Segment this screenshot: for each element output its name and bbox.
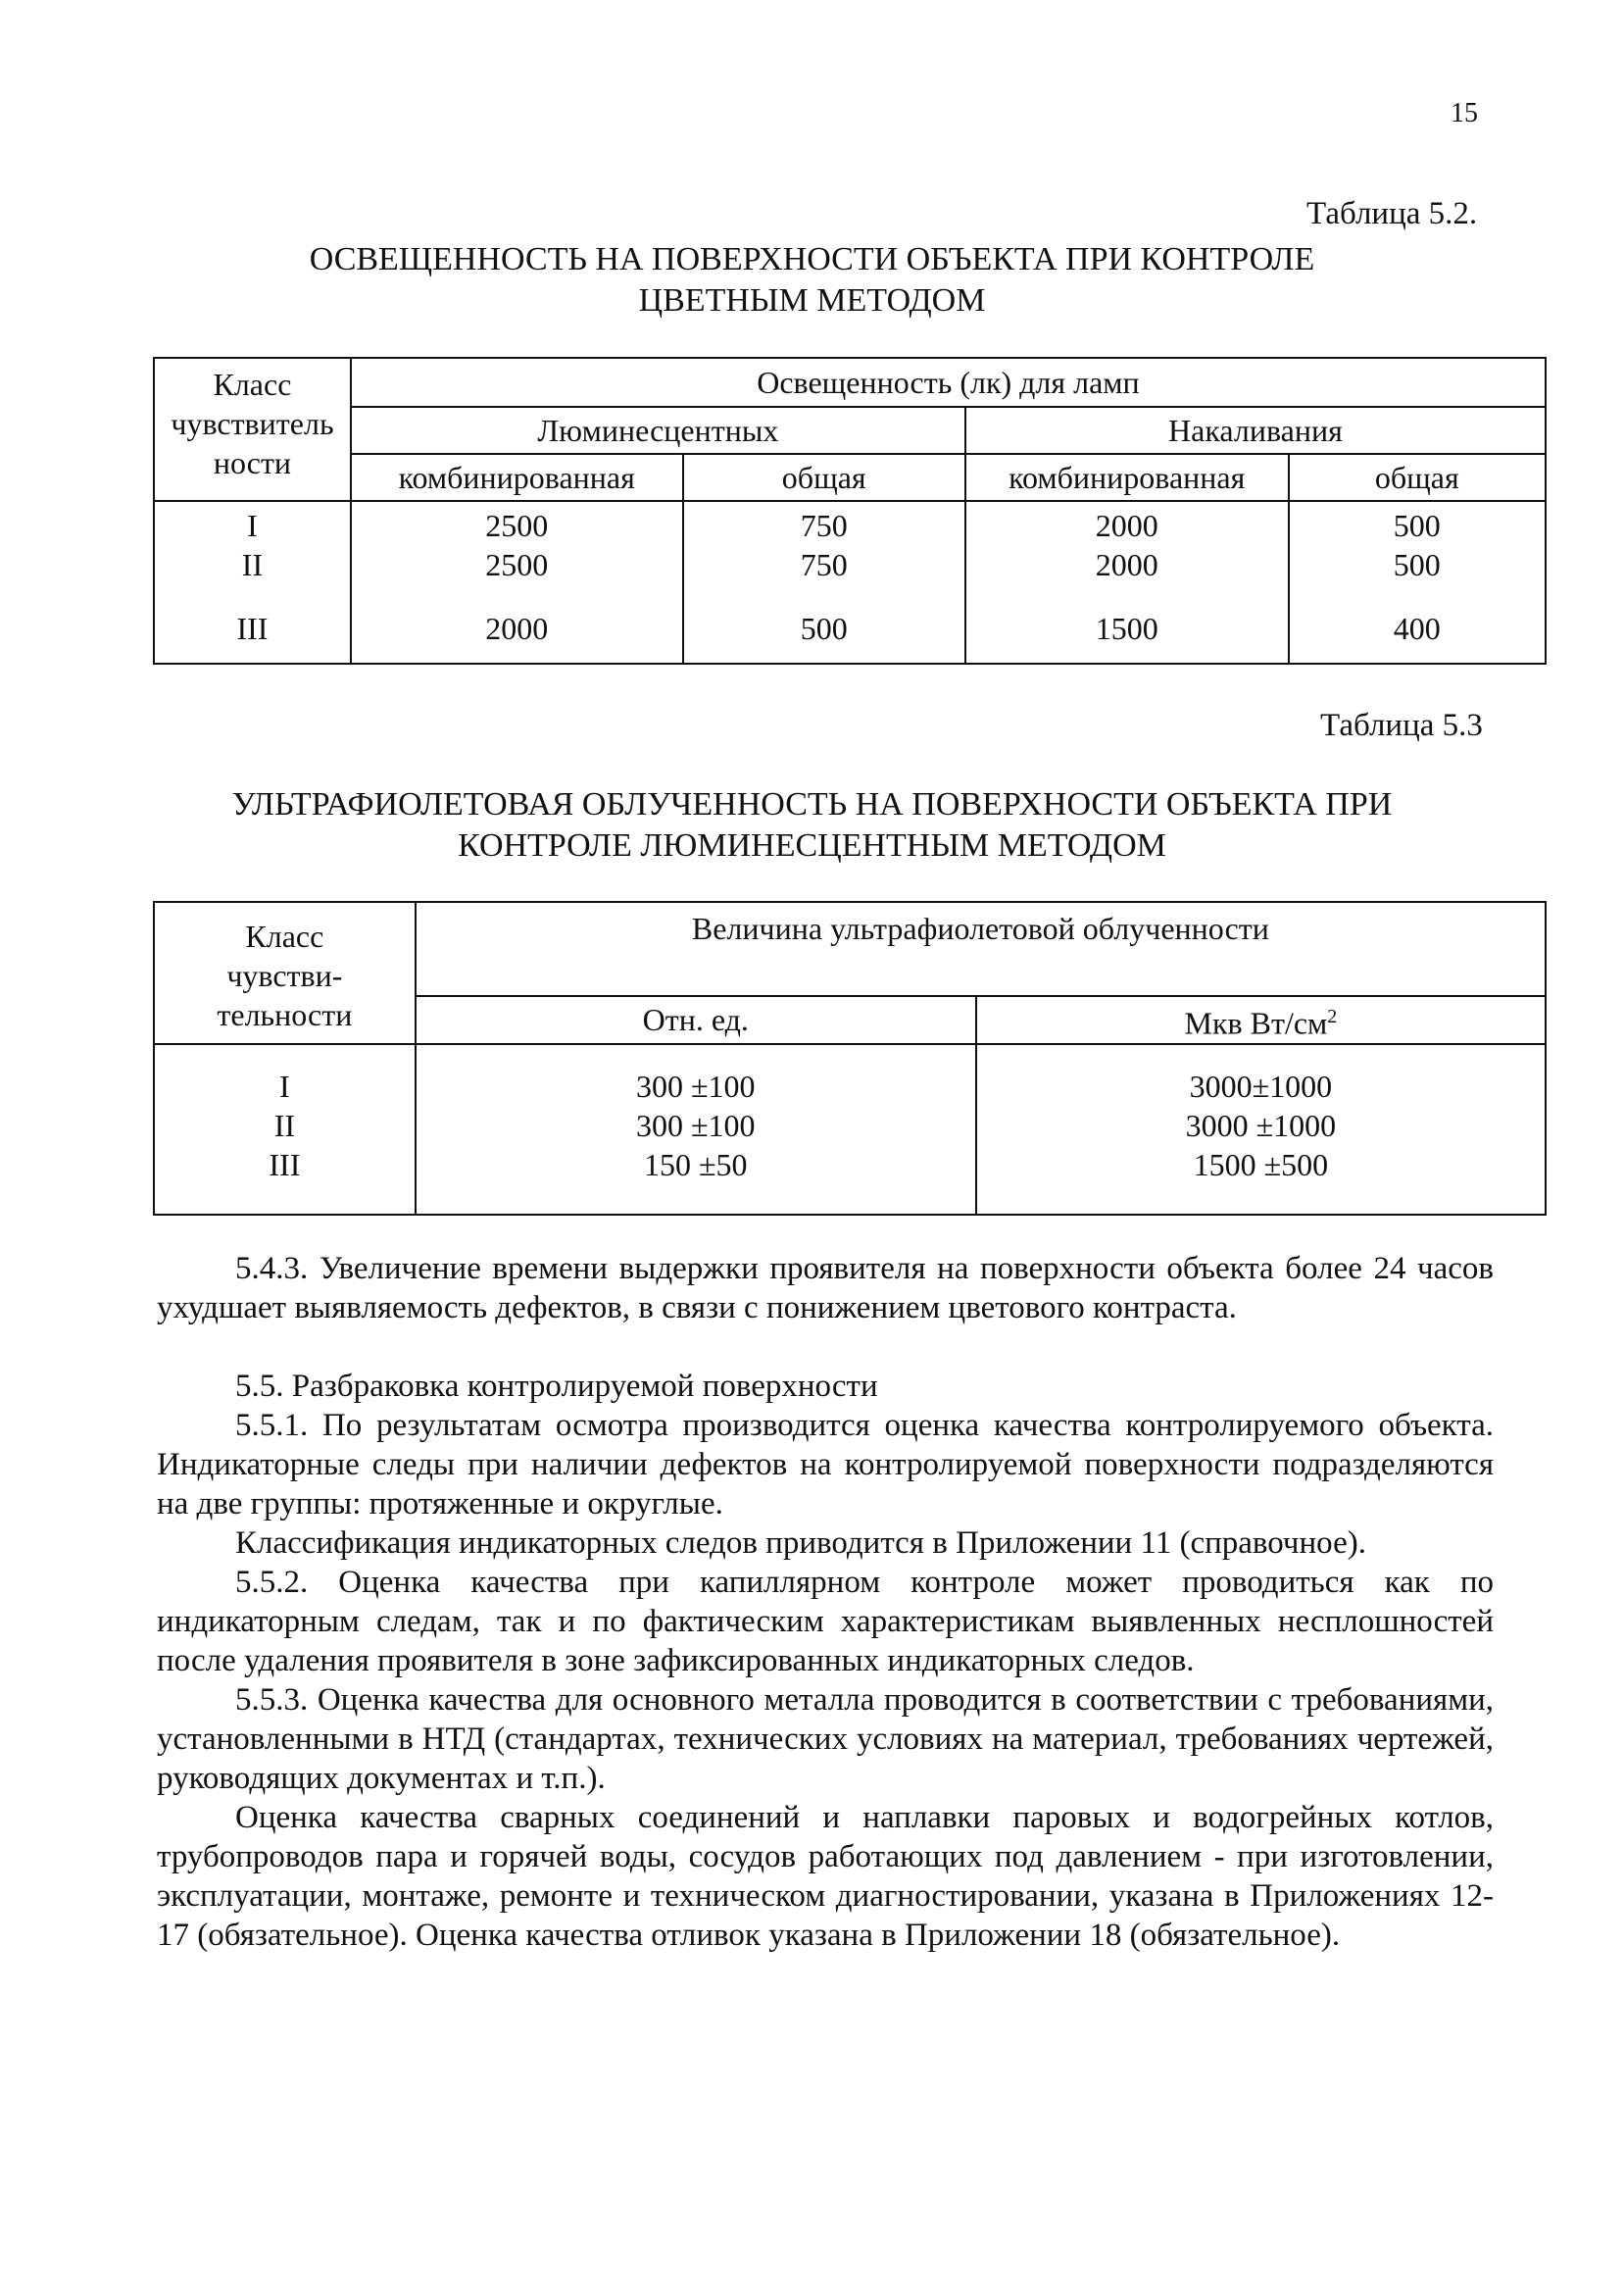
table-5-2-title [0, 239, 1624, 322]
inc-general-header: общая [1289, 454, 1546, 501]
table-5-3-title-line2: КОНТРОЛЕ ЛЮМИНЕСЦЕНТНЫМ МЕТОДОМ [458, 827, 1166, 864]
illumination-header: Освещенность (лк) для ламп [351, 358, 1546, 407]
table-5-3 [153, 901, 1547, 1216]
heading-5-5: 5.5. Разбраковка контролируемой поверхности [235, 1369, 878, 1404]
luminescent-header: Люминесцентных [351, 407, 965, 454]
lum-combined-header: комбинированная [351, 454, 683, 501]
paragraph-5-5-3-welds: Оценка качества сварных соединений и наплавки паровых и водогрейных котлов, трубопроводов пара и горячей воды, сосудов работающих под давлением - при изготовлении, эксплуатации, монтаже, ремонте и техническом диагностировании, указана в Приложениях 12-17 (обязательное). Оценка качества отливок указана в Приложении 18 (обязательное). [157, 1800, 1494, 1953]
lum-general-header: общая [683, 454, 965, 501]
class-header-line1: Класс [213, 367, 292, 402]
inc-combined-cell: 2000 2000 1500 [965, 501, 1289, 664]
class-header-line3: тельности [217, 997, 353, 1032]
incandescent-header: Накаливания [965, 407, 1546, 454]
class-header-line1: Класс [245, 919, 324, 954]
class-header-line2: чувствитель [171, 406, 334, 441]
paragraph-5-5-1: 5.5.1. По результатам осмотра производится оценка качества контролируемого объекта. Индикаторные следы при наличии дефектов на контролируемой поверхности подразделяются на две группы: протяженные и округлые. [157, 1408, 1494, 1522]
class-cell: I II III [154, 501, 351, 664]
relative-units-header: Отн. ед. [416, 996, 976, 1044]
relative-units-cell: 300 ±100 300 ±100 150 ±50 [416, 1044, 976, 1215]
paragraph-5-5-2: 5.5.2. Оценка качества при капиллярном контроле может проводиться как по индикаторным следам, так и по фактическим характеристикам выявленных несплошностей после удаления проявителя в зоне зафиксированных индикаторных следов. [157, 1565, 1494, 1678]
class-header-line3: ности [213, 445, 292, 480]
lum-combined-cell: 2500 2500 2000 [351, 501, 683, 664]
table-5-3-title [0, 784, 1624, 867]
table-5-3-number: Таблица 5.3 [1320, 708, 1483, 743]
paragraph-5-4-3: 5.4.3. Увеличение времени выдержки проявителя на поверхности объекта более 24 часов ухудшает выявляемость дефектов, в связи с понижением цветового контраста. [157, 1251, 1494, 1325]
lum-general-cell: 750 750 500 [683, 501, 965, 664]
page-number: 15 [1451, 98, 1478, 128]
table-row [154, 1044, 1546, 1215]
table-5-3-class-header [154, 902, 416, 1044]
table-5-2 [153, 357, 1547, 665]
absolute-units-header: Мкв $Вт/см^2$ [976, 996, 1546, 1044]
table-row [154, 501, 1546, 664]
table-5-2-number: Таблица 5.2. [1306, 196, 1478, 231]
table-5-2-class-header [154, 358, 351, 501]
body-text [157, 1249, 1494, 1955]
uv-value-header: Величина ультрафиолетовой облученности [416, 902, 1546, 996]
inc-combined-header: комбинированная [965, 454, 1289, 501]
table-5-2-title-line2: ЦВЕТНЫМ МЕТОДОМ [638, 282, 986, 319]
table-5-2-title-line1: ОСВЕЩЕННОСТЬ НА ПОВЕРХНОСТИ ОБЪЕКТА ПРИ КОНТРОЛЕ [309, 241, 1315, 277]
paragraph-5-5-1-classification: Классификация индикаторных следов приводится в Приложении 11 (справочное). [235, 1525, 1366, 1561]
absolute-units-cell: 3000±1000 3000 ±1000 1500 ±500 [976, 1044, 1546, 1215]
class-header-line2: чувстви- [226, 958, 343, 993]
class-cell: I II III [154, 1044, 416, 1215]
table-5-3-title-line1: УЛЬТРАФИОЛЕТОВАЯ ОБЛУЧЕННОСТЬ НА ПОВЕРХНОСТИ ОБЪЕКТА ПРИ [231, 786, 1393, 823]
paragraph-5-5-3: 5.5.3. Оценка качества для основного металла проводится в соответствии с требованиями, установленными в НТД (стандартах, технических условиях на материал, требованиях чертежей, руководящих документах и т.п.). [157, 1682, 1494, 1796]
inc-general-cell: 500 500 400 [1289, 501, 1546, 664]
